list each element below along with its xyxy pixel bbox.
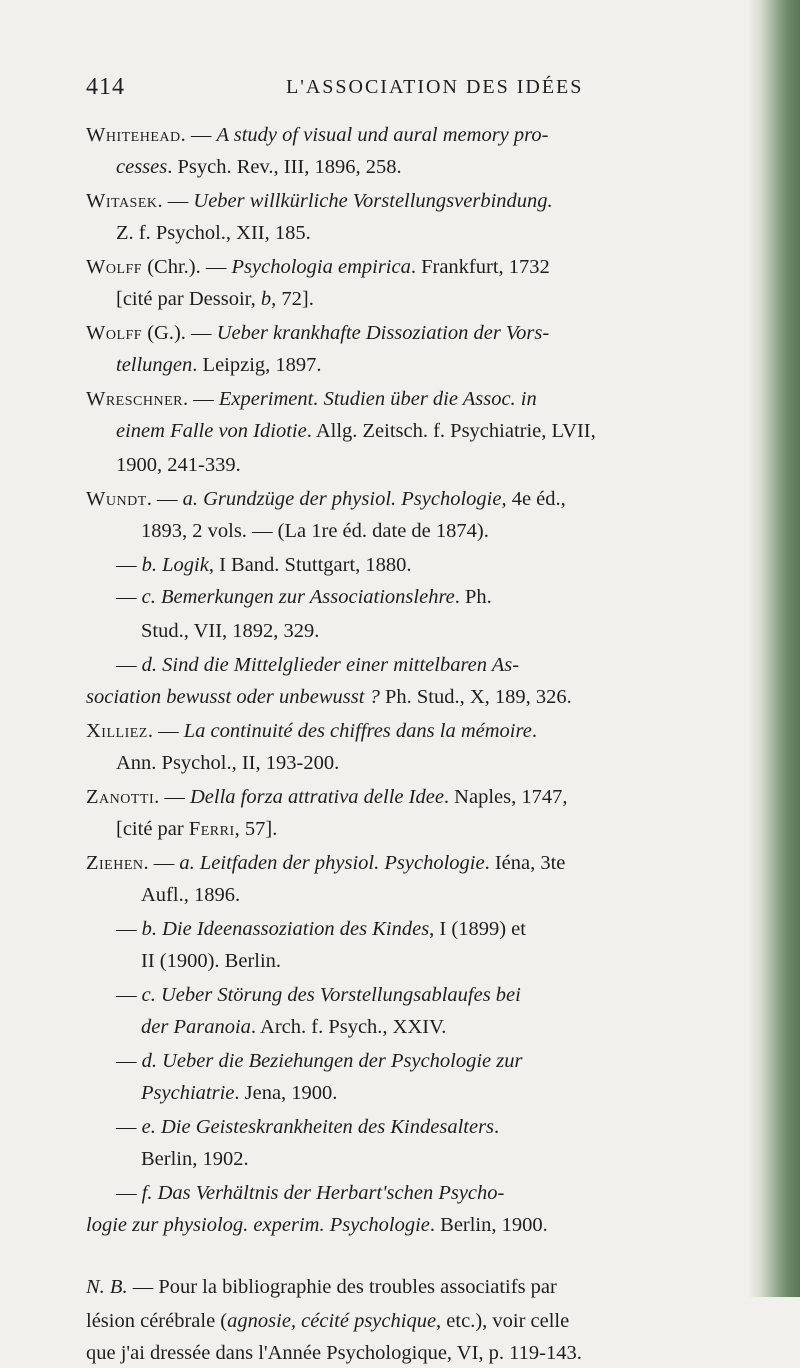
text-run: Z. f. Psychol., XII, 185. — [116, 222, 311, 244]
text-run: — — [116, 1116, 142, 1138]
text-run: . Leipzig, 1897. — [192, 354, 322, 376]
text-run: — — [116, 984, 142, 1006]
text-run: tellungen — [116, 354, 193, 376]
text-line — [86, 1306, 569, 1336]
text-line — [86, 1272, 557, 1302]
text-run: a. Leitfaden der physiol. Psychologie — [179, 852, 485, 874]
page-header — [86, 74, 746, 108]
text-run: , 57]. — [234, 818, 278, 840]
text-line — [86, 682, 572, 712]
text-run: — — [116, 654, 142, 676]
text-run: d. Sind die Mittelglieder einer mittelbaren As- — [141, 654, 520, 676]
text-run: , I (1899) et — [429, 918, 526, 940]
text-run: (Chr.). — — [142, 256, 232, 278]
text-run: N. B. — [86, 1276, 128, 1298]
text-line — [141, 1012, 446, 1042]
text-run: A study of visual und aural memory pro- — [216, 124, 549, 146]
text-line — [116, 980, 521, 1010]
text-line — [86, 782, 567, 812]
text-run: Psychologia empirica — [231, 256, 411, 278]
page-number: 414 — [86, 74, 125, 100]
text-run: Della forza attrativa delle Idee — [190, 786, 444, 808]
text-run: — — [116, 1050, 142, 1072]
text-line — [116, 650, 519, 680]
text-line — [116, 550, 412, 580]
text-run: Wundt — [86, 488, 147, 510]
text-run: [cité par — [116, 818, 189, 840]
text-line — [86, 318, 549, 348]
text-line — [141, 616, 319, 646]
text-line — [141, 946, 281, 976]
text-run: que j'ai dressée dans l'Année Psychologique, VI, p. 119-143. — [86, 1342, 582, 1364]
text-run: , etc.), voir celle — [436, 1310, 570, 1332]
text-line — [116, 218, 311, 248]
text-run: . — — [146, 488, 183, 510]
text-line — [116, 1178, 504, 1208]
running-head: L'ASSOCIATION DES IDÉES — [286, 76, 584, 98]
text-line — [86, 716, 537, 746]
text-run: . — — [143, 852, 180, 874]
text-run: Ueber willkürliche Vorstellungsverbindung. — [193, 190, 553, 212]
text-run: Ueber krankhafte Dissoziation der Vors- — [216, 322, 550, 344]
text-line — [86, 186, 553, 216]
text-run: einem Falle von Idiotie — [116, 420, 307, 442]
text-run: Wolff — [86, 322, 143, 344]
text-run: lésion cérébrale ( — [86, 1310, 228, 1332]
text-run: — — [116, 554, 142, 576]
text-run: Berlin, 1902. — [141, 1148, 249, 1170]
text-run: . Allg. Zeitsch. f. Psychiatrie, LVII, — [306, 420, 596, 442]
text-run: 1900, 241-339. — [116, 454, 241, 476]
text-line — [116, 152, 402, 182]
text-line — [86, 848, 565, 878]
text-run: logie zur physiolog. experim. Psychologie — [86, 1214, 430, 1236]
text-run: Stud., VII, 1892, 329. — [141, 620, 320, 642]
text-line — [116, 1112, 499, 1142]
text-run: . — — [154, 786, 190, 808]
text-line — [116, 284, 314, 314]
text-run: Ziehen — [86, 852, 144, 874]
text-run: . — [531, 720, 537, 742]
text-run: . Frankfurt, 1732 — [410, 256, 550, 278]
text-run: Aufl., 1896. — [141, 884, 241, 906]
text-run: Wolff — [86, 256, 143, 278]
text-run: La continuité des chiffres dans la mémoire — [183, 720, 532, 742]
text-run: . — — [147, 720, 184, 742]
text-run: , 72]. — [271, 288, 314, 310]
text-run: . Arch. f. Psych., XXIV. — [250, 1016, 447, 1038]
text-line — [141, 1144, 249, 1174]
text-line — [116, 416, 596, 446]
text-run: c. Ueber Störung des Vorstellungsablaufes bei — [141, 984, 521, 1006]
text-run: Ann. Psychol., II, 193-200. — [116, 752, 340, 774]
text-run: f. Das Verhältnis der Herbart'schen Psycho- — [141, 1182, 505, 1204]
text-run: Ferri — [188, 818, 235, 840]
text-run: 1893, 2 vols. — (La 1re éd. date de 1874). — [141, 520, 489, 542]
text-line — [116, 748, 339, 778]
text-run: (G.). — — [142, 322, 217, 344]
text-run: . Psych. Rev., III, 1896, 258. — [167, 156, 402, 178]
text-run: — — [116, 586, 142, 608]
text-line — [116, 582, 492, 612]
text-run: . Naples, 1747, — [443, 786, 568, 808]
text-run: Whitehead — [86, 124, 181, 146]
text-run: . Ph. — [454, 586, 492, 608]
text-run: . — — [157, 190, 194, 212]
text-run: b. Die Ideenassoziation des Kindes — [141, 918, 430, 940]
text-run: b. Logik — [141, 554, 209, 576]
text-run: . Berlin, 1900. — [429, 1214, 548, 1236]
text-run: . Iéna, 3te — [484, 852, 566, 874]
text-run: , 4e éd., — [501, 488, 566, 510]
text-line — [116, 914, 526, 944]
text-run: der Paranoia — [141, 1016, 251, 1038]
text-run: Psychiatrie — [141, 1082, 235, 1104]
text-run: c. Bemerkungen zur Associationslehre — [141, 586, 455, 608]
text-line — [86, 384, 537, 414]
text-run: Wreschner — [86, 388, 183, 410]
text-line — [116, 450, 241, 480]
text-run: cesses — [116, 156, 168, 178]
text-line — [141, 516, 489, 546]
text-run: — — [116, 1182, 142, 1204]
text-line — [86, 252, 550, 282]
text-run: . Jena, 1900. — [234, 1082, 338, 1104]
text-line — [141, 1078, 337, 1108]
text-line — [141, 880, 240, 910]
text-run: e. Die Geisteskrankheiten des Kindesalters — [141, 1116, 495, 1138]
text-line — [86, 1210, 548, 1240]
text-run: II (1900). Berlin. — [141, 950, 282, 972]
text-run: . — — [180, 124, 217, 146]
text-run: [cité par Dessoir, — [116, 288, 261, 310]
text-line — [116, 350, 322, 380]
text-run: d. Ueber die Beziehungen der Psychologie zur — [141, 1050, 523, 1072]
text-line — [86, 484, 566, 514]
text-run: a. Grundzüge der physiol. Psychologie — [182, 488, 502, 510]
text-line — [116, 1046, 523, 1076]
text-line — [116, 814, 277, 844]
page-edge — [748, 0, 800, 1297]
text-run: , I Band. Stuttgart, 1880. — [208, 554, 412, 576]
text-run: — Pour la bibliographie des troubles associatifs par — [127, 1276, 557, 1298]
text-run: agnosie, cécité psychique — [227, 1310, 437, 1332]
text-run: sociation bewusst oder unbewusst ? — [86, 686, 380, 708]
text-run: Experiment. Studien über die Assoc. in — [218, 388, 537, 410]
text-line — [86, 1338, 582, 1368]
text-line — [86, 120, 548, 150]
text-run: b — [260, 288, 272, 310]
text-run: Ph. Stud., X, 189, 326. — [379, 686, 572, 708]
text-run: Xilliez — [86, 720, 148, 742]
text-run: Witasek — [86, 190, 158, 212]
text-run: Zanotti — [86, 786, 155, 808]
text-run: . — — [182, 388, 219, 410]
text-run: — — [116, 918, 142, 940]
text-run: . — [494, 1116, 500, 1138]
